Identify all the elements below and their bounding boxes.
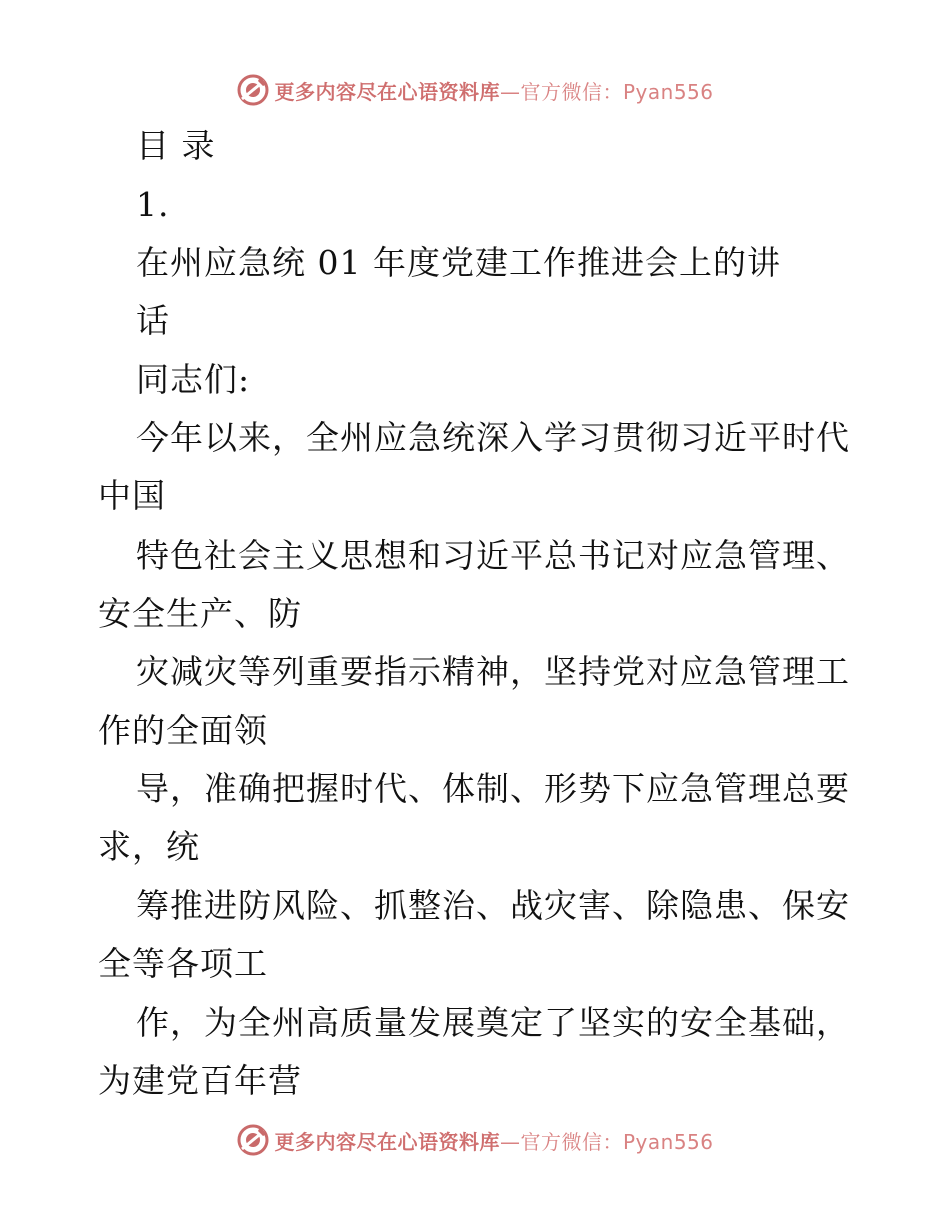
paragraph-line: 筹推进防风险、抓整治、战灾害、除隐患、保安 [136, 886, 850, 925]
watermark-account: Pyan556 [622, 79, 714, 104]
speech-title-line-2: 话 [136, 301, 170, 340]
paragraph-line: 作的全面领 [98, 711, 268, 750]
paragraph-line: 安全生产、防 [98, 594, 302, 633]
header-watermark [0, 70, 950, 110]
paragraph-line: 中国 [98, 476, 166, 515]
paragraph-line: 为建党百年营 [98, 1061, 302, 1100]
brand-logo-icon [236, 1123, 270, 1157]
brand-logo-icon [236, 73, 270, 107]
salutation: 同志们: [136, 360, 251, 399]
toc-heading: 目 录 [136, 126, 216, 165]
footer-watermark [0, 1120, 950, 1160]
watermark-account: Pyan556 [622, 1129, 714, 1154]
speech-title-line-1: 在州应急统 01 年度党建工作推进会上的讲 [136, 243, 781, 282]
watermark-separator: — [499, 1129, 521, 1154]
paragraph-line: 今年以来，全州应急统深入学习贯彻习近平时代 [136, 418, 850, 457]
watermark-label: 官方微信： [520, 79, 623, 104]
watermark-separator: — [499, 79, 521, 104]
paragraph-line: 灾减灾等列重要指示精神，坚持党对应急管理工 [136, 652, 850, 691]
paragraph-line: 作，为全州高质量发展奠定了坚实的安全基础， [136, 1003, 850, 1042]
item-number: 1. [136, 185, 170, 224]
watermark-title: 更多内容尽在心语资料库 [274, 79, 500, 104]
paragraph-line: 导，准确把握时代、体制、形势下应急管理总要 [136, 769, 850, 808]
paragraph-line: 求，统 [98, 827, 200, 866]
watermark-label: 官方微信： [520, 1129, 623, 1154]
paragraph-line: 特色社会主义思想和习近平总书记对应急管理、 [136, 536, 850, 575]
paragraph-line: 全等各项工 [98, 944, 268, 983]
watermark-title: 更多内容尽在心语资料库 [274, 1129, 500, 1154]
